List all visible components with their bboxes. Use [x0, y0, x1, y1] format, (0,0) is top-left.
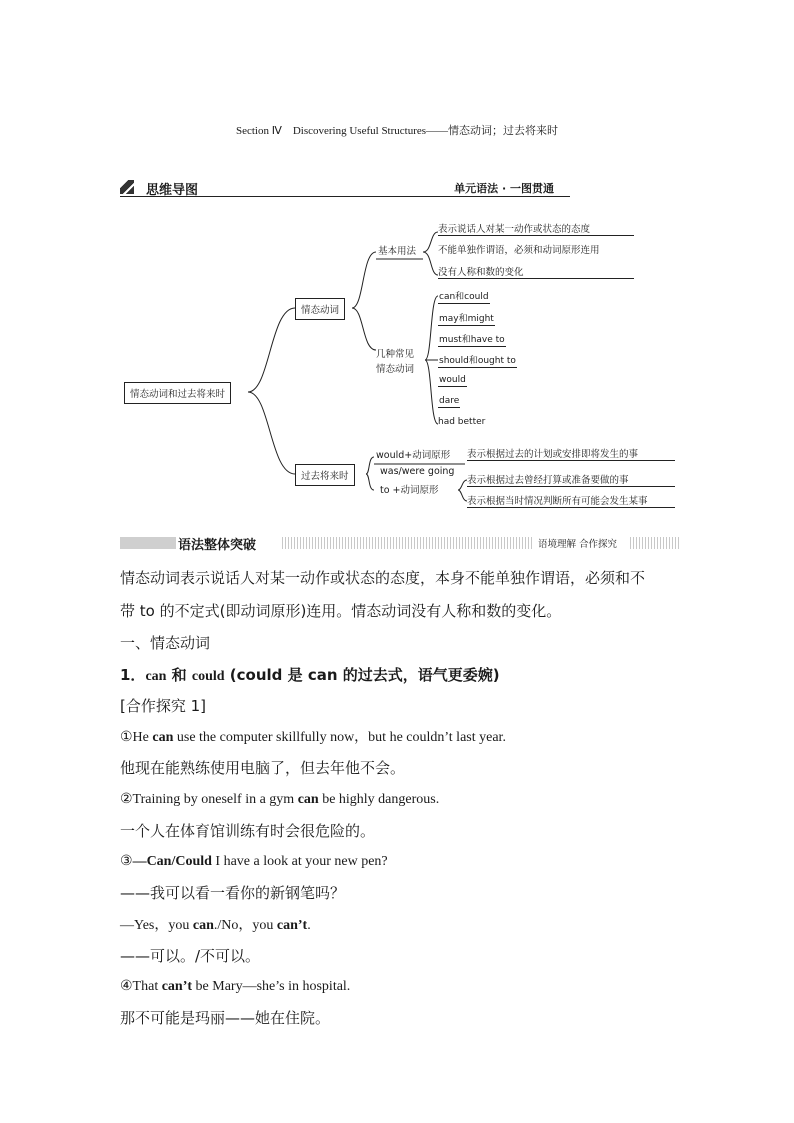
example-3	[120, 851, 388, 870]
stripe-decoration	[630, 537, 680, 549]
example-text: —Yes，you	[120, 918, 193, 933]
mindmap-basic-item: 表示说话人对某一动作或状态的态度	[438, 221, 634, 236]
mindmap-common-item: should和ought to	[438, 353, 517, 368]
example-3-reply	[120, 914, 311, 934]
sub-note: (could 是 can 的过去式，语气更委婉)	[224, 666, 500, 684]
example-text: ./No，you	[213, 918, 277, 933]
mindmap-node-past-future: 过去将来时	[295, 464, 355, 486]
mindmap-basic-item: 没有人称和数的变化	[438, 264, 634, 279]
word-can: can	[145, 669, 167, 684]
example-text: ③	[120, 854, 133, 869]
example-text: use the computer skillfully now，but he couldn’t last year.	[173, 730, 506, 745]
mindmap-pf-item: 表示根据过去曾经打算或准备要做的事	[467, 472, 675, 487]
example-text: be highly dangerous.	[318, 792, 440, 807]
mindmap-pf-form2-line2: to +动词原形	[380, 485, 439, 496]
section-heading: 一、情态动词	[120, 634, 211, 652]
example-1	[120, 726, 506, 746]
example-keyword: can’t	[161, 979, 193, 994]
mindmap-pf-form2-line1: was/were going	[380, 466, 455, 477]
word-could: could	[191, 669, 225, 684]
example-text: .	[307, 918, 311, 933]
mindmap-pf-item: 表示根据当时情况判断所有可能会发生某事	[467, 493, 675, 508]
mindmap-heading: 思维导图	[146, 183, 199, 198]
example-text: ④That	[120, 979, 162, 994]
mindmap-common-item: must和have to	[438, 332, 506, 347]
mindmap-root: 情态动词和过去将来时	[124, 382, 231, 404]
example-4-translation: 那不可能是玛丽——她在住院。	[120, 1009, 331, 1027]
mindmap-common-item: had better	[438, 417, 486, 427]
intro-line-1: 情态动词表示说话人对某一动作或状态的态度，本身不能单独作谓语，必须和不	[120, 569, 646, 587]
grammar-header-bar	[120, 536, 680, 553]
mindmap-basic-usage: 基本用法	[378, 246, 417, 257]
mindmap-common-item: can和could	[438, 289, 490, 304]
example-2-translation: 一个人在体育馆训练有时会很危险的。	[120, 822, 376, 840]
grammar-subheading: 语境理解 合作探究	[538, 539, 618, 550]
mindmap-subheading: 单元语法 · 一图贯通	[454, 182, 554, 195]
grey-block-decoration	[120, 537, 176, 549]
page-title: Section Ⅳ Discovering Useful Structures——情态动词；过去将来时	[235, 125, 559, 137]
intro-line-2: 带 to 的不定式(即动词原形)连用。情态动词没有人称和数的变化。	[120, 602, 562, 620]
example-keyword: —Can/Could	[132, 854, 212, 869]
sub-number: 1．	[120, 666, 146, 684]
mindmap-common-item: dare	[439, 396, 460, 406]
mindmap-common-line1: 几种常见	[376, 349, 415, 360]
example-text: be Mary—she’s in hospital.	[192, 979, 351, 994]
mindmap-common-item: would	[439, 375, 466, 385]
word-and: 和	[166, 666, 192, 684]
example-keyword: can’t	[276, 918, 308, 933]
example-text: I have a look at your new pen?	[211, 854, 388, 869]
example-4	[120, 976, 350, 995]
grammar-heading: 语法整体突破	[178, 538, 257, 553]
mindmap-pf-form1: would+动词原形	[376, 450, 451, 461]
example-2	[120, 789, 439, 808]
subheading-can-could	[120, 664, 500, 685]
example-keyword: can	[152, 730, 174, 745]
mindmap-node-modal: 情态动词	[295, 298, 345, 320]
example-text: ②Training by oneself in a gym	[120, 792, 298, 807]
mindmap-basic-item: 不能单独作谓语，必须和动词原形连用	[438, 245, 600, 256]
mindmap-common-item: may和might	[438, 311, 495, 326]
mindmap-pf-item: 表示根据过去的计划或安排即将发生的事	[467, 446, 675, 461]
example-3-translation: ——我可以看一看你的新钢笔吗？	[120, 884, 346, 902]
stripe-decoration	[282, 537, 532, 549]
example-text: ①He	[120, 730, 153, 745]
example-keyword: can	[297, 792, 319, 807]
example-1-translation: 他现在能熟练使用电脑了，但去年他不会。	[120, 759, 406, 777]
explore-label: [合作探究 1]	[120, 697, 207, 715]
example-3-reply-translation: ——可以。/不可以。	[120, 947, 261, 965]
mindmap-common-line2: 情态动词	[376, 364, 415, 375]
example-keyword: can	[192, 918, 214, 933]
